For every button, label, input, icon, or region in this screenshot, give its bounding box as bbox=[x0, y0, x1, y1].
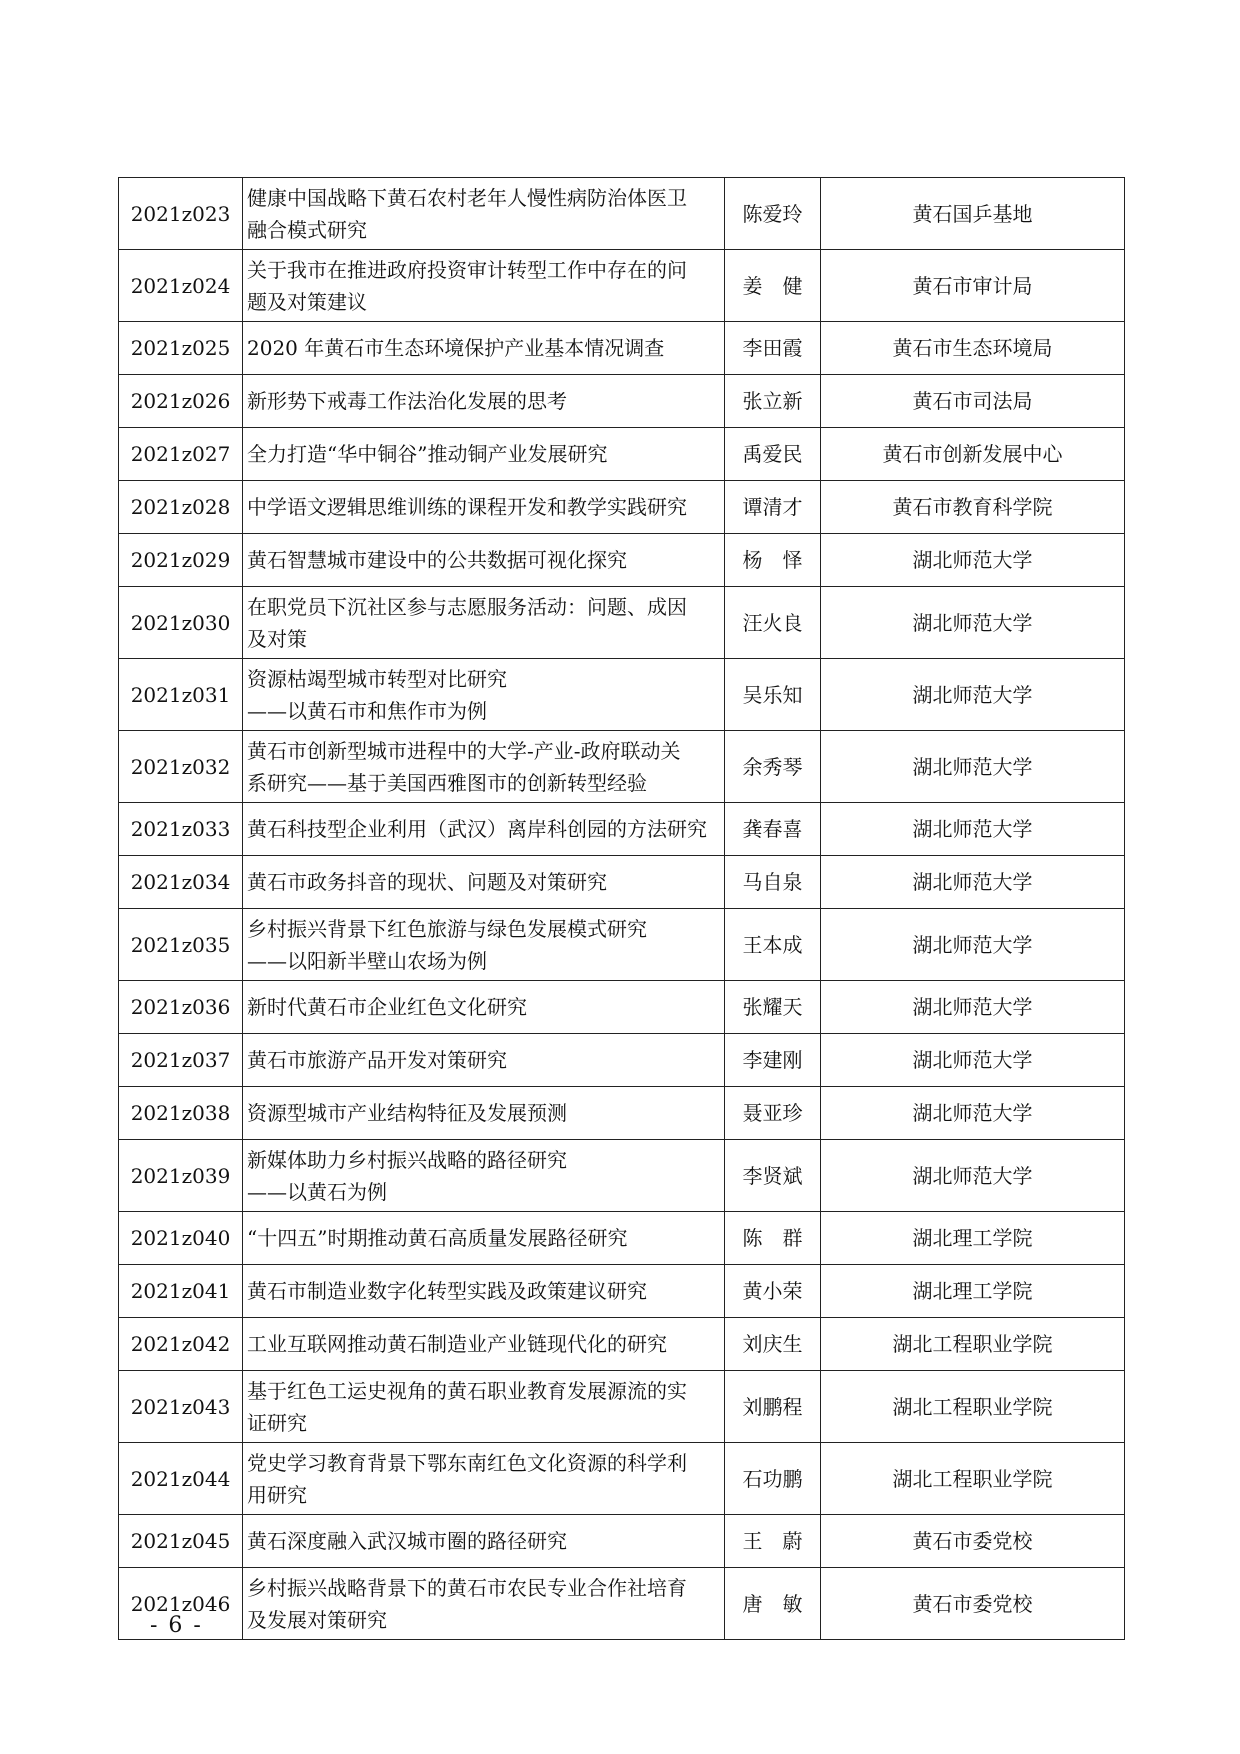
project-organization-cell: 黄石市教育科学院 bbox=[821, 481, 1125, 534]
project-organization-cell: 黄石市委党校 bbox=[821, 1515, 1125, 1568]
project-title-line: 关于我市在推进政府投资审计转型工作中存在的问 bbox=[247, 257, 687, 282]
project-leader-cell: 刘庆生 bbox=[725, 1318, 821, 1371]
project-title-line: 黄石智慧城市建设中的公共数据可视化探究 bbox=[247, 548, 627, 572]
project-title-cell bbox=[243, 534, 725, 587]
table-row bbox=[119, 1443, 1125, 1515]
project-id-cell: 2021z040 bbox=[119, 1212, 243, 1265]
project-id-cell: 2021z030 bbox=[119, 587, 243, 659]
project-title-line: 黄石市创新型城市进程中的大学-产业-政府联动关 bbox=[247, 738, 681, 763]
project-leader-cell: 张立新 bbox=[725, 375, 821, 428]
project-title-line: 黄石市制造业数字化转型实践及政策建议研究 bbox=[247, 1279, 647, 1303]
project-leader-cell: 龚春喜 bbox=[725, 803, 821, 856]
table-row bbox=[119, 856, 1125, 909]
project-leader-cell: 谭清才 bbox=[725, 481, 821, 534]
project-leader-cell: 刘鹏程 bbox=[725, 1371, 821, 1443]
project-title-line: 融合模式研究 bbox=[247, 217, 367, 242]
project-title-cell bbox=[243, 856, 725, 909]
project-organization-cell: 湖北师范大学 bbox=[821, 803, 1125, 856]
project-title-line: “十四五”时期推动黄石高质量发展路径研究 bbox=[247, 1226, 628, 1250]
project-organization-cell: 湖北工程职业学院 bbox=[821, 1371, 1125, 1443]
project-leader-cell: 李贤斌 bbox=[725, 1140, 821, 1212]
project-title-cell bbox=[243, 587, 725, 659]
project-id-cell: 2021z035 bbox=[119, 909, 243, 981]
project-id-cell: 2021z031 bbox=[119, 659, 243, 731]
project-id-cell: 2021z027 bbox=[119, 428, 243, 481]
project-title-line: 黄石市旅游产品开发对策研究 bbox=[247, 1048, 507, 1072]
table-row bbox=[119, 803, 1125, 856]
project-organization-cell: 黄石市审计局 bbox=[821, 250, 1125, 322]
project-title-line: 在职党员下沉社区参与志愿服务活动：问题、成因 bbox=[247, 594, 687, 619]
project-organization-cell: 湖北师范大学 bbox=[821, 1087, 1125, 1140]
table-row bbox=[119, 481, 1125, 534]
project-title-cell bbox=[243, 803, 725, 856]
table-row bbox=[119, 731, 1125, 803]
project-organization-cell: 湖北师范大学 bbox=[821, 981, 1125, 1034]
project-organization-cell: 湖北师范大学 bbox=[821, 909, 1125, 981]
project-title-cell bbox=[243, 1515, 725, 1568]
project-title-line: 基于红色工运史视角的黄石职业教育发展源流的实 bbox=[247, 1378, 687, 1403]
project-title-cell bbox=[243, 481, 725, 534]
project-id-cell: 2021z039 bbox=[119, 1140, 243, 1212]
project-title-line: 党史学习教育背景下鄂东南红色文化资源的科学利 bbox=[247, 1450, 687, 1475]
project-organization-cell: 湖北师范大学 bbox=[821, 1140, 1125, 1212]
table-row bbox=[119, 1568, 1125, 1640]
project-organization-cell: 湖北师范大学 bbox=[821, 856, 1125, 909]
project-leader-cell: 汪火良 bbox=[725, 587, 821, 659]
project-title-cell bbox=[243, 1034, 725, 1087]
project-title-line: 健康中国战略下黄石农村老年人慢性病防治体医卫 bbox=[247, 185, 687, 210]
project-title-line: 题及对策建议 bbox=[247, 289, 367, 314]
project-title-line: 黄石市政务抖音的现状、问题及对策研究 bbox=[247, 870, 607, 894]
project-title-line: 黄石科技型企业利用（武汉）离岸科创园的方法研究 bbox=[247, 817, 707, 841]
project-id-cell: 2021z038 bbox=[119, 1087, 243, 1140]
project-title-line: 新形势下戒毒工作法治化发展的思考 bbox=[247, 389, 567, 413]
project-id-cell: 2021z028 bbox=[119, 481, 243, 534]
project-title-cell bbox=[243, 322, 725, 375]
project-leader-cell: 马自泉 bbox=[725, 856, 821, 909]
project-id-cell: 2021z032 bbox=[119, 731, 243, 803]
project-leader-cell: 聂亚珍 bbox=[725, 1087, 821, 1140]
project-id-cell: 2021z034 bbox=[119, 856, 243, 909]
project-title-cell bbox=[243, 1140, 725, 1212]
project-title-line: 乡村振兴背景下红色旅游与绿色发展模式研究 bbox=[247, 916, 647, 941]
project-title-cell bbox=[243, 1318, 725, 1371]
project-title-cell bbox=[243, 1371, 725, 1443]
project-id-cell: 2021z043 bbox=[119, 1371, 243, 1443]
project-organization-cell: 黄石国乒基地 bbox=[821, 178, 1125, 250]
project-title-line: 2020 年黄石市生态环境保护产业基本情况调查 bbox=[247, 336, 665, 360]
project-title-line: 及对策 bbox=[247, 626, 307, 651]
project-organization-cell: 湖北师范大学 bbox=[821, 659, 1125, 731]
project-leader-cell: 吴乐知 bbox=[725, 659, 821, 731]
project-leader-cell: 杨 怿 bbox=[725, 534, 821, 587]
table-row bbox=[119, 1212, 1125, 1265]
project-id-cell: 2021z036 bbox=[119, 981, 243, 1034]
project-title-line: 工业互联网推动黄石制造业产业链现代化的研究 bbox=[247, 1332, 667, 1356]
project-title-line: ——以黄石为例 bbox=[247, 1179, 387, 1204]
project-title-cell bbox=[243, 375, 725, 428]
table-row bbox=[119, 1371, 1125, 1443]
project-title-cell bbox=[243, 1568, 725, 1640]
project-organization-cell: 黄石市委党校 bbox=[821, 1568, 1125, 1640]
project-leader-cell: 姜 健 bbox=[725, 250, 821, 322]
project-table-body bbox=[119, 178, 1125, 1640]
project-title-line: ——以黄石市和焦作市为例 bbox=[247, 698, 487, 723]
project-id-cell: 2021z029 bbox=[119, 534, 243, 587]
project-organization-cell: 湖北理工学院 bbox=[821, 1212, 1125, 1265]
project-leader-cell: 张耀天 bbox=[725, 981, 821, 1034]
table-row bbox=[119, 322, 1125, 375]
project-leader-cell: 陈爱玲 bbox=[725, 178, 821, 250]
project-organization-cell: 湖北工程职业学院 bbox=[821, 1443, 1125, 1515]
project-title-line: 及发展对策研究 bbox=[247, 1607, 387, 1632]
project-title-cell bbox=[243, 1443, 725, 1515]
project-title-cell bbox=[243, 981, 725, 1034]
project-id-cell: 2021z026 bbox=[119, 375, 243, 428]
table-row bbox=[119, 1087, 1125, 1140]
project-leader-cell: 唐 敏 bbox=[725, 1568, 821, 1640]
table-row bbox=[119, 250, 1125, 322]
table-row bbox=[119, 534, 1125, 587]
project-title-cell bbox=[243, 909, 725, 981]
project-organization-cell: 黄石市司法局 bbox=[821, 375, 1125, 428]
project-leader-cell: 王本成 bbox=[725, 909, 821, 981]
project-leader-cell: 李田霞 bbox=[725, 322, 821, 375]
project-leader-cell: 余秀琴 bbox=[725, 731, 821, 803]
project-leader-cell: 黄小荣 bbox=[725, 1265, 821, 1318]
table-row bbox=[119, 981, 1125, 1034]
project-organization-cell: 黄石市生态环境局 bbox=[821, 322, 1125, 375]
project-organization-cell: 湖北师范大学 bbox=[821, 587, 1125, 659]
project-leader-cell: 禹爱民 bbox=[725, 428, 821, 481]
project-organization-cell: 湖北理工学院 bbox=[821, 1265, 1125, 1318]
project-id-cell: 2021z033 bbox=[119, 803, 243, 856]
project-organization-cell: 湖北师范大学 bbox=[821, 731, 1125, 803]
table-row bbox=[119, 428, 1125, 481]
table-row bbox=[119, 178, 1125, 250]
project-table bbox=[118, 177, 1125, 1640]
table-row bbox=[119, 375, 1125, 428]
project-leader-cell: 陈 群 bbox=[725, 1212, 821, 1265]
project-id-cell: 2021z025 bbox=[119, 322, 243, 375]
project-title-cell bbox=[243, 1265, 725, 1318]
project-id-cell: 2021z042 bbox=[119, 1318, 243, 1371]
project-organization-cell: 湖北师范大学 bbox=[821, 534, 1125, 587]
project-title-line: 系研究——基于美国西雅图市的创新转型经验 bbox=[247, 770, 647, 795]
project-title-line: 资源枯竭型城市转型对比研究 bbox=[247, 666, 507, 691]
project-id-cell: 2021z024 bbox=[119, 250, 243, 322]
project-id-cell: 2021z023 bbox=[119, 178, 243, 250]
table-row bbox=[119, 1265, 1125, 1318]
project-id-cell: 2021z046 bbox=[119, 1568, 243, 1640]
table-row bbox=[119, 1034, 1125, 1087]
project-organization-cell: 湖北工程职业学院 bbox=[821, 1318, 1125, 1371]
project-id-cell: 2021z037 bbox=[119, 1034, 243, 1087]
project-title-cell bbox=[243, 659, 725, 731]
project-organization-cell: 湖北师范大学 bbox=[821, 1034, 1125, 1087]
table-row bbox=[119, 587, 1125, 659]
project-title-line: ——以阳新半壁山农场为例 bbox=[247, 948, 487, 973]
project-title-line: 新时代黄石市企业红色文化研究 bbox=[247, 995, 527, 1019]
project-title-line: 证研究 bbox=[247, 1410, 307, 1435]
project-title-line: 黄石深度融入武汉城市圈的路径研究 bbox=[247, 1529, 567, 1553]
project-organization-cell: 黄石市创新发展中心 bbox=[821, 428, 1125, 481]
project-title-line: 用研究 bbox=[247, 1482, 307, 1507]
project-title-cell bbox=[243, 250, 725, 322]
project-title-cell bbox=[243, 428, 725, 481]
project-title-line: 乡村振兴战略背景下的黄石市农民专业合作社培育 bbox=[247, 1575, 687, 1600]
project-title-line: 新媒体助力乡村振兴战略的路径研究 bbox=[247, 1147, 567, 1172]
project-title-cell bbox=[243, 731, 725, 803]
project-title-line: 资源型城市产业结构特征及发展预测 bbox=[247, 1101, 567, 1125]
project-id-cell: 2021z044 bbox=[119, 1443, 243, 1515]
project-title-cell bbox=[243, 1087, 725, 1140]
project-leader-cell: 石功鹏 bbox=[725, 1443, 821, 1515]
project-title-cell bbox=[243, 178, 725, 250]
project-leader-cell: 王 蔚 bbox=[725, 1515, 821, 1568]
project-id-cell: 2021z041 bbox=[119, 1265, 243, 1318]
table-row bbox=[119, 909, 1125, 981]
project-title-line: 全力打造“华中铜谷”推动铜产业发展研究 bbox=[247, 442, 608, 466]
table-row bbox=[119, 659, 1125, 731]
table-row bbox=[119, 1318, 1125, 1371]
project-id-cell: 2021z045 bbox=[119, 1515, 243, 1568]
table-row bbox=[119, 1140, 1125, 1212]
table-row bbox=[119, 1515, 1125, 1568]
project-leader-cell: 李建刚 bbox=[725, 1034, 821, 1087]
project-title-line: 中学语文逻辑思维训练的课程开发和教学实践研究 bbox=[247, 495, 687, 519]
project-title-cell bbox=[243, 1212, 725, 1265]
page-number: - 6 - bbox=[150, 1613, 203, 1638]
